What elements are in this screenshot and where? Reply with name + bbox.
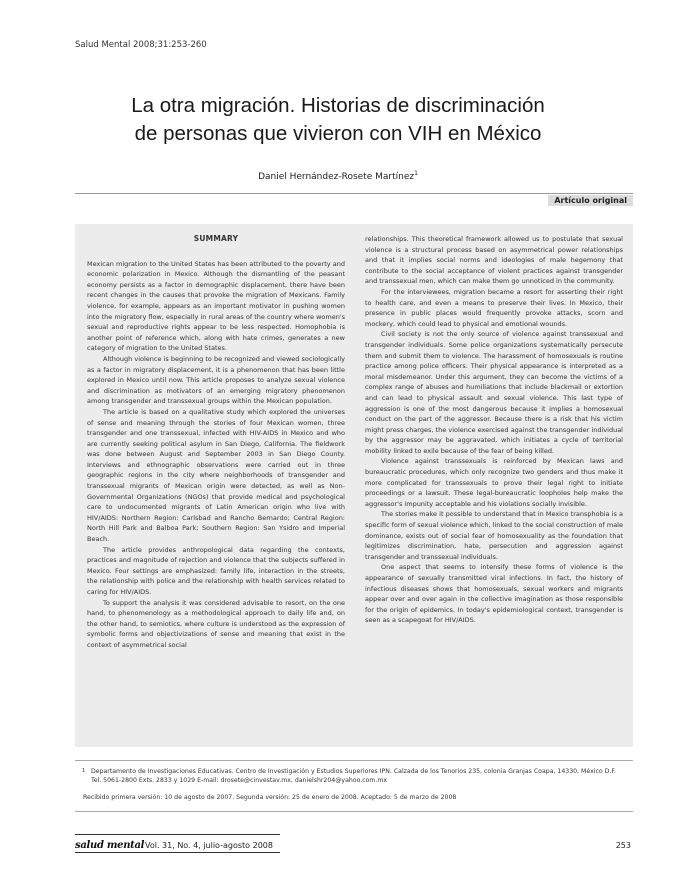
summary-right-column [365,234,623,626]
summary-paragraph: Although violence is beginning to be recognized and viewed sociologically as a factor in migratory displacement, it is a phenomenon that has been little explored in Mexico until now. This article proposes to analyze sexual violence and discrimination as motivators of an emerging migratory phenomenon among transgender and transsexual groups within the Mexican population. [87,354,345,406]
page-number: 253 [615,841,631,850]
summary-left-column [87,234,345,651]
footnote-number: 1 [82,768,86,774]
summary-heading: SUMMARY [193,234,239,243]
author-affiliation-mark: 1 [414,170,418,177]
summary-paragraph: To support the analysis it was considered advisable to resort, on the one hand, to phenomenology as a methodological approach to daily life and, on the other hand, to semiotics, where culture is understood as the expression of symbolic forms and objectivizations of sense and meaning that exist in the context of asymmetrical social [87,598,345,649]
article-title [60,92,616,148]
summary-box [75,224,633,747]
affiliation-footnote [83,767,628,785]
footer-rule-top [75,834,280,835]
title-line-2: de personas que vivieron con VIH en México [134,122,542,145]
author-line [60,170,616,182]
summary-paragraph: Violence against transsexuals is reinforced by Mexican laws and bureaucratic procedures, which only recognize two genders and thus make it more complicated for transsexuals to prove their legal right to initiate proceedings or a lawsuit. These legal-bureaucratic loopholes help make the aggressor's impunity acceptable and his violations socially invisible. [365,457,623,508]
footer-rule-bottom [75,852,280,853]
footnote-text: Departamento de Investigaciones Educativas. Centro de Investigación y Estudios Superiores IPN. Calzada de los Tenorios 235, colonia Granjas Coapa, 14330, México D.F. Tel. 5061-2800 Exts. 2833 y 1029 E-mail: drosete@cinvestav.mx, danielshr204@yahoo.com.mx [91,768,616,784]
summary-paragraph: The article provides anthropological data regarding the contexts, practices and magnitude of rejection and violence that the subjects suffered in Mexico. Four settings are emphasized: family life, interaction in the streets, the relationship with police and the relationship with health services related to caring for HIV/AIDS. [87,545,345,596]
summary-paragraph: For the interviewees, migration became a resort for asserting their right to health care, and even a means to preserve their lives. In Mexico, their presence in public places would frequently provoke attacks, scorn and mockery, which could lead to physical and emotional wounds. [365,287,623,328]
summary-paragraph: The stories make it possible to understand that in Mexico transphobia is a specific form of sexual violence which, linked to the social construction of male dominance, exists out of social fear of homosexuality as the foundation that legitimizes discrimination, hate, persecution and aggression against transgender and transsexual individuals. [365,510,623,561]
running-head: Salud Mental 2008;31:253-260 [75,40,207,50]
section-tag: Artículo original [548,195,633,206]
header-divider [75,193,633,194]
summary-paragraph: Mexican migration to the United States has been attributed to the poverty and economic polarization in Mexico. Although the dismantling of the peasant economy persists as a factor in demographic displacement, there have been recent changes in the causes that provoke the migration of Mexicans. Family violence, for example, appears as an important motivator in pushing women into the migratory flow, especially in rural areas of the country where women's sexual and reproductive rights appear to be less respected. Homophobia is another point of reference which, along with hate crimes, generates a new category of migration to the United States. [87,259,345,353]
author-name: Daniel Hernández-Rosete Martínez [258,172,415,182]
summary-paragraph: One aspect that seems to intensify these forms of violence is the appearance of sexually transmitted viral infections. In fact, the history of infectious diseases shows that homosexuals, sexual workers and migrants appear over and over again in the collective imagination as those responsible for the origin of epidemics. In today's epidemiological context, transgender is seen as a scapegoat for HIV/AIDS. [365,563,623,625]
summary-paragraph: The article is based on a qualitative study which explored the universes of sense and meaning through the stories of four Mexican women, three transgender and one transsexual, infected with HIV-AIDS in Mexico and who are currently seeking political asylum in San Diego, California. The fieldwork was done between August and September 2003 in San Diego County. Interviews and ethnographic observations were carried out in three geographic regions in the city where neighborhoods of transgender and transsexual migrants of Mexican origin were detected, as well as Non-Governmental Organizations (NGOs) that provide medical and psychological care to undocumented migrants of Latin American origin who live with HIV/AIDS: Northern Region: Carlsbad and Rancho Bernardo; Central Region: North Hill Park and Balboa Park; Southern Region: San Ysidro and Imperial Beach. [87,407,345,544]
journal-logo: salud mental [75,840,145,851]
footnote-box [75,760,633,812]
summary-paragraph: relationships. This theoretical framework allowed us to postulate that sexual violence is a structural process based on asymmetrical power relationships and that it implies social norms and ideologies of male hegemony that contribute to the social acceptance of violent practices against transgender and transsexual men, which can make them go unnoticed in the community. [365,235,623,286]
issue-info: Vol. 31, No. 4, julio-agosto 2008 [145,841,273,850]
received-dates: Recibido primera versión: 10 de agosto de 2007. Segunda versión: 25 de enero de 2008. Aceptado: 5 de marzo de 2008 [83,794,457,801]
title-line-1: La otra migración. Historias de discriminación [131,94,545,117]
summary-paragraph: Civil society is not the only source of violence against transsexual and transgender individuals. Some police organizations systematically persecute them and submit them to violence. The harassment of homosexuals is routine practice among police officers. Their physical appearance is interpreted as a moral misdemeanor. Under this argument, they can become the victims of a complex range of abuses and humiliations that include blackmail or extortion and can lead to physical assault and sexual violence. This last type of aggression is one of the most dangerous because it implies a homosexual conduct on the part of the aggressor. Because there is a risk that his victim might press charges, the violence exercised against the transgender individual by the aggressor may be aggravated, which initiates a cycle of territorial mobility linked to exile because of the fear of being killed. [365,330,623,455]
page-footer [75,840,633,856]
